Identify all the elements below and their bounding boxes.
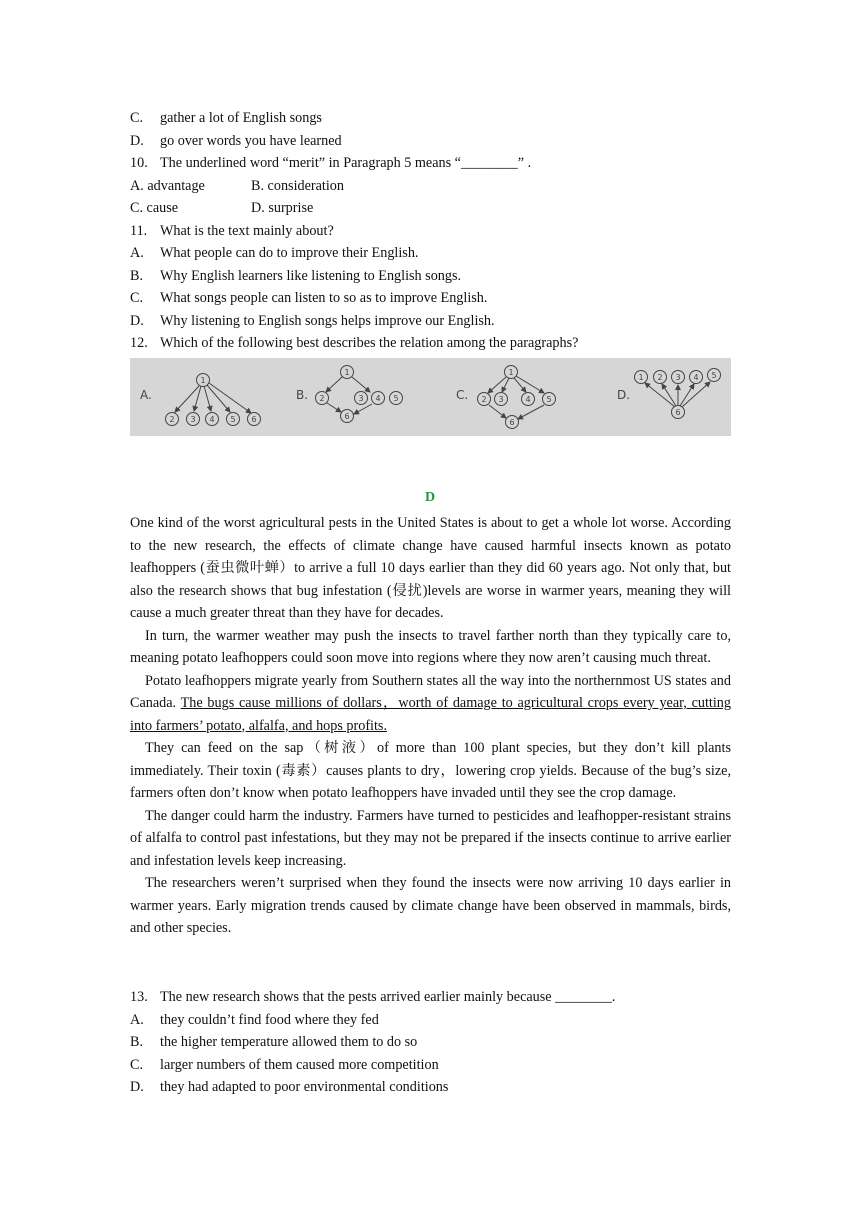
svg-text:4: 4 bbox=[693, 373, 699, 382]
question-block-top bbox=[130, 107, 731, 355]
option-label: C. bbox=[130, 110, 144, 126]
underlined-sentence: The bugs cause millions of dollars，worth of damage to agricultural crops every year, cutting into farmers’ potato, alfalfa, and hops profits. bbox=[130, 695, 731, 734]
svg-text:1: 1 bbox=[200, 376, 206, 385]
svg-text:6: 6 bbox=[344, 412, 350, 421]
svg-text:6: 6 bbox=[675, 408, 681, 417]
diagram-label-b: B. bbox=[296, 388, 309, 402]
question-13-block bbox=[130, 986, 731, 1099]
question-13 bbox=[130, 986, 731, 1009]
diagram-label-d: D. bbox=[617, 388, 631, 402]
option-line bbox=[130, 265, 731, 288]
option-line bbox=[130, 107, 731, 130]
svg-text:2: 2 bbox=[657, 373, 663, 382]
question-10 bbox=[130, 152, 731, 175]
option-text: go over words you have learned bbox=[160, 132, 342, 149]
option-text: What songs people can listen to so as to improve English. bbox=[160, 290, 488, 306]
paragraph-1: One kind of the worst agricultural pests in the United States is about to get a whole lot worse. According to the new research, the effects of climate change have caused harmful insects known as potato leafhoppers (蚕虫微叶蝉）to arrive a full 10 days earlier than they did 60 years ago. Not only that, but also the research shows that bug infestation (侵扰)levels are worse in warmer years, meaning they will cause a much greater threat than they have for decades. bbox=[130, 515, 731, 621]
option-pair bbox=[130, 197, 731, 220]
question-text: The underlined word “merit” in Paragraph 5 means “________” . bbox=[160, 155, 532, 171]
option-pair bbox=[130, 175, 731, 198]
paragraph-6: The researchers weren’t surprised when they found the insects were now arriving 10 days earlier in warmer years. Early migration trends caused by climate change have been observed in mammals, birds, and other species. bbox=[130, 875, 731, 936]
option-text: Why listening to English songs helps improve our English. bbox=[160, 312, 495, 329]
diagram-group bbox=[140, 366, 721, 429]
option-line bbox=[130, 287, 731, 310]
question-number: 13. bbox=[130, 989, 148, 1005]
svg-text:2: 2 bbox=[169, 415, 175, 424]
question-text: What is the text mainly about? bbox=[160, 222, 334, 239]
svg-text:6: 6 bbox=[509, 418, 515, 427]
option-label: A. bbox=[130, 245, 144, 261]
option-text: the higher temperature allowed them to do so bbox=[160, 1034, 418, 1050]
section-heading: D bbox=[424, 490, 436, 505]
svg-text:3: 3 bbox=[498, 395, 504, 404]
question-number: 12. bbox=[130, 335, 148, 351]
svg-text:5: 5 bbox=[393, 394, 399, 403]
option-label: A. bbox=[130, 1011, 144, 1028]
option-text: gather a lot of English songs bbox=[160, 110, 322, 126]
option-line bbox=[130, 1031, 731, 1054]
option-label: D. bbox=[130, 132, 144, 149]
svg-text:3: 3 bbox=[190, 415, 196, 424]
svg-text:2: 2 bbox=[319, 394, 325, 403]
paragraph-structure-figure bbox=[130, 358, 731, 436]
option-line bbox=[130, 1076, 731, 1099]
paragraph-3 bbox=[130, 670, 731, 738]
option-label: B. bbox=[130, 1034, 144, 1050]
option-text: they had adapted to poor environmental conditions bbox=[160, 1079, 449, 1095]
question-11 bbox=[130, 220, 731, 243]
svg-text:4: 4 bbox=[525, 395, 531, 404]
option-label: D. bbox=[130, 312, 144, 329]
option-line bbox=[130, 130, 731, 153]
svg-text:2: 2 bbox=[481, 395, 487, 404]
option-text: Why English learners like listening to English songs. bbox=[160, 267, 462, 284]
structure-diagrams bbox=[130, 358, 731, 436]
question-12 bbox=[130, 332, 731, 355]
svg-text:3: 3 bbox=[358, 394, 364, 403]
svg-text:5: 5 bbox=[546, 395, 552, 404]
option-label: C. bbox=[130, 290, 144, 306]
option-line bbox=[130, 242, 731, 265]
option-text: larger numbers of them caused more competition bbox=[160, 1056, 439, 1073]
question-number: 10. bbox=[130, 155, 148, 171]
question-text: The new research shows that the pests arrived earlier mainly because ________. bbox=[160, 989, 616, 1005]
option-label: D. bbox=[130, 1079, 144, 1095]
option-text: What people can do to improve their English. bbox=[160, 245, 419, 261]
svg-text:4: 4 bbox=[375, 394, 381, 403]
diagram-c bbox=[478, 366, 556, 429]
svg-text:6: 6 bbox=[251, 415, 257, 424]
paragraph-2: In turn, the warmer weather may push the insects to travel farther north than they typically care to, meaning potato leafhoppers could soon move into regions where they now aren’t causing much threat. bbox=[130, 627, 731, 666]
svg-text:3: 3 bbox=[675, 373, 681, 382]
option-text: they couldn’t find food where they fed bbox=[160, 1011, 379, 1028]
option-line bbox=[130, 310, 731, 333]
diagram-label-a: A. bbox=[140, 388, 152, 402]
option-text: D. surprise bbox=[251, 200, 314, 216]
option-line bbox=[130, 1054, 731, 1077]
svg-text:5: 5 bbox=[230, 415, 236, 424]
paragraph-5: The danger could harm the industry. Farmers have turned to pesticides and leafhopper-resistant strains of alfalfa to control past infestations, but they may not be prepared if the insects continue to arrive earlier and infestation levels keep increasing. bbox=[130, 807, 731, 869]
svg-text:1: 1 bbox=[638, 373, 644, 382]
option-label: C. bbox=[130, 1056, 144, 1073]
svg-text:1: 1 bbox=[344, 368, 350, 377]
option-text: B. consideration bbox=[251, 177, 344, 194]
question-number: 11. bbox=[130, 222, 148, 239]
option-label: B. bbox=[130, 267, 144, 284]
svg-text:5: 5 bbox=[711, 371, 717, 380]
svg-text:1: 1 bbox=[508, 368, 514, 377]
paragraph-3-text: Potato leafhoppers migrate yearly from Southern states all the way into the northernmost US states and Canada. bbox=[130, 672, 731, 711]
option-line bbox=[130, 1009, 731, 1032]
question-text: Which of the following best describes the relation among the paragraphs? bbox=[160, 335, 579, 351]
svg-text:4: 4 bbox=[209, 415, 215, 424]
diagram-label-c: C. bbox=[456, 388, 469, 402]
paragraph-4: They can feed on the sap（树液）of more than 100 plant species, but they don’t kill plants immediately. Their toxin (毒素）causes plants to dry，lowering crop yields. Because of the bug’s size, farmers often don’t know when potato leafhoppers have invaded until they see the crop damage. bbox=[130, 740, 731, 801]
option-text: C. cause bbox=[130, 200, 179, 216]
option-text: A. advantage bbox=[130, 177, 205, 194]
reading-passage bbox=[130, 512, 731, 940]
